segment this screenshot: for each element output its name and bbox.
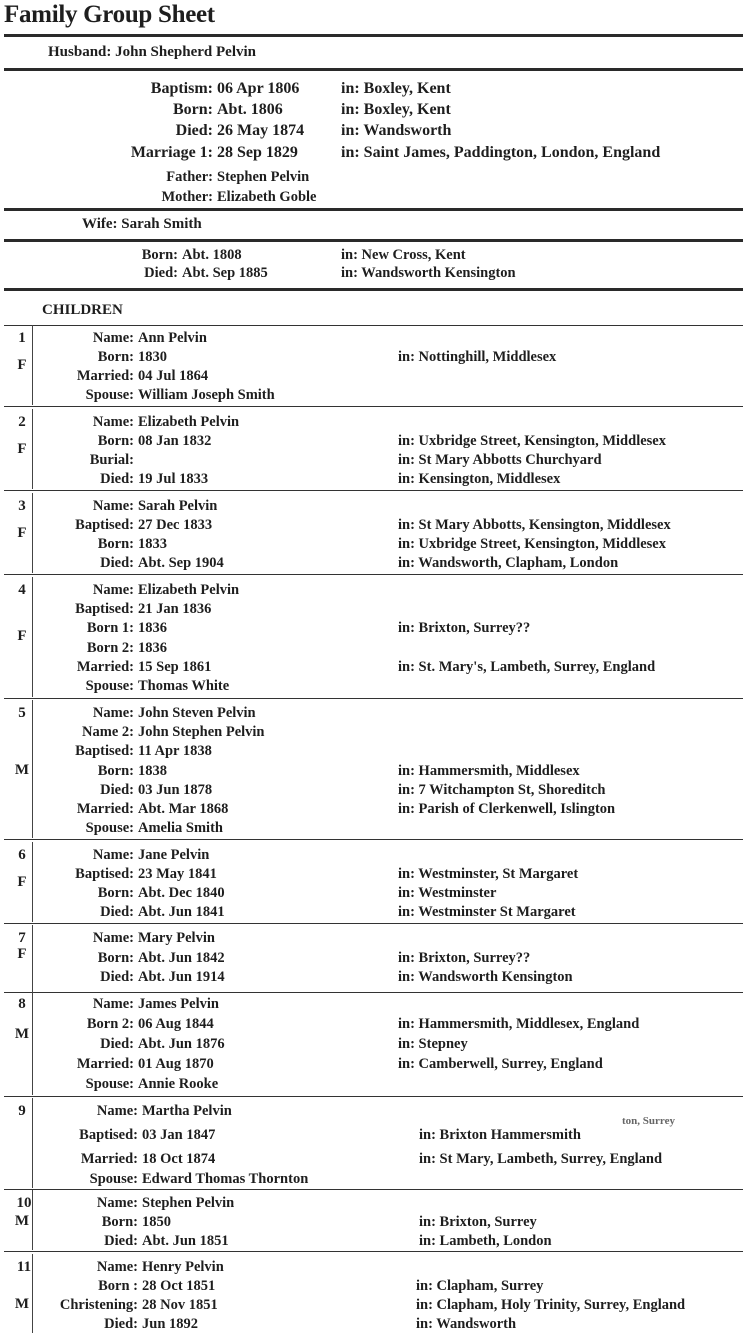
page-title: Family Group Sheet: [4, 1, 215, 28]
fact-label: Born 1:: [86, 620, 134, 637]
fact-place: in: Boxley, Kent: [341, 80, 451, 97]
fact-value: 15 Sep 1861: [138, 658, 212, 675]
divider: [4, 208, 743, 211]
husband-name: John Shepherd Pelvin: [115, 44, 256, 60]
child-number: 2: [18, 414, 26, 430]
fact-value: 28 Sep 1829: [217, 144, 298, 161]
fact-place: in: New Cross, Kent: [341, 247, 466, 263]
fact-value: Abt. Jun 1876: [138, 1036, 225, 1052]
child-number: 11: [16, 1259, 32, 1275]
fact-place: in: Wandsworth: [341, 122, 452, 139]
fact-value: Abt. Sep 1885: [182, 265, 268, 281]
fact-label: Died:: [104, 1316, 138, 1332]
fact-value: 1836: [138, 639, 167, 656]
child-sex: F: [17, 357, 27, 373]
child-sex: F: [17, 628, 27, 644]
fact-label: Spouse:: [85, 1076, 134, 1092]
fact-label: Died:: [100, 555, 134, 571]
divider: [4, 325, 743, 326]
fact-label: Born:: [141, 247, 178, 263]
fact-place: in: Brixton, Surrey: [419, 1214, 537, 1230]
fact-place: in: Clapham, Holy Trinity, Surrey, England: [416, 1297, 686, 1313]
fact-place: in: St. Mary's, Lambeth, Surrey, England: [398, 658, 656, 675]
fact-value: 27 Dec 1833: [138, 517, 213, 533]
fact-label: Died:: [144, 265, 178, 281]
fact-label: Father:: [166, 169, 213, 185]
fact-value: 06 Aug 1844: [138, 1016, 214, 1032]
child-number: 8: [18, 996, 26, 1012]
fact-place: in: St Mary Abbotts, Kensington, Middlesex: [398, 517, 671, 533]
divider: [4, 698, 743, 699]
fact-place: in: Brixton, Surrey??: [398, 949, 531, 966]
fact-place: in: Uxbridge Street, Kensington, Middlesex: [398, 433, 666, 449]
fact-label: Name:: [96, 1195, 138, 1211]
fact-value: 21 Jan 1836: [138, 601, 212, 618]
child-sex: F: [17, 525, 27, 541]
fact-label: Name:: [92, 996, 134, 1012]
child-sex: M: [14, 1296, 30, 1312]
fact-value: 03 Jan 1847: [142, 1127, 216, 1143]
column-divider: [32, 1098, 33, 1188]
fact-value: 06 Apr 1806: [217, 80, 300, 97]
child-number: 9: [18, 1103, 26, 1119]
divider: [4, 992, 743, 993]
fact-label: Christening:: [59, 1297, 138, 1313]
fact-label: Spouse:: [85, 820, 134, 837]
column-divider: [32, 1254, 33, 1333]
fact-label: Name:: [96, 1103, 138, 1119]
fact-place: in: Nottinghill, Middlesex: [398, 349, 557, 365]
fact-label: Born:: [101, 1214, 138, 1230]
fact-place: in: Lambeth, London: [419, 1233, 552, 1249]
fact-value: Abt. Sep 1904: [138, 555, 224, 571]
child-sex: M: [14, 762, 30, 778]
children-header: CHILDREN: [42, 302, 123, 318]
fact-label: Spouse:: [85, 678, 134, 694]
divider: [4, 239, 743, 242]
child-number: 1: [18, 330, 26, 346]
fact-value: Mary Pelvin: [138, 930, 215, 946]
fact-label: Died:: [100, 969, 134, 985]
column-divider: [32, 409, 33, 489]
divider: [4, 406, 743, 407]
fact-value: Ann Pelvin: [138, 330, 207, 346]
child-number: 5: [18, 705, 26, 721]
fact-value: William Joseph Smith: [138, 387, 275, 403]
fact-value: Jun 1892: [142, 1316, 199, 1332]
divider: [4, 1096, 743, 1097]
fact-label: Married:: [80, 1151, 138, 1167]
fact-value: Elizabeth Goble: [217, 189, 317, 205]
fact-place: in: Westminster: [398, 885, 497, 901]
child-sex: F: [17, 874, 27, 890]
fact-label: Baptised:: [75, 743, 134, 760]
fact-label: Married:: [76, 1056, 134, 1072]
column-divider: [32, 842, 33, 922]
fact-label: Born 2:: [86, 1016, 134, 1032]
fact-place: in: Uxbridge Street, Kensington, Middlesex: [398, 536, 666, 552]
fact-label: Died:: [100, 781, 134, 798]
fact-label: Baptised:: [75, 866, 134, 882]
fact-label: Died:: [100, 904, 134, 920]
fact-label: Died:: [100, 1036, 134, 1052]
fact-place: in: Kensington, Middlesex: [398, 471, 561, 487]
fact-label: Married:: [76, 368, 134, 384]
fact-value: Abt. Jun 1842: [138, 949, 225, 966]
fact-value: Martha Pelvin: [142, 1103, 232, 1119]
fact-label: Died:: [175, 122, 213, 139]
column-divider: [32, 1190, 33, 1250]
fact-place: in: Hammersmith, Middlesex: [398, 762, 580, 779]
fact-place: in: Saint James, Paddington, London, England: [341, 144, 661, 161]
fact-label: Died:: [100, 471, 134, 487]
column-divider: [32, 700, 33, 838]
fact-label: Died:: [104, 1233, 138, 1249]
divider: [4, 68, 743, 71]
fact-place: in: Stepney: [398, 1036, 468, 1052]
fact-value: Abt. Jun 1851: [142, 1233, 229, 1249]
fact-value: 1830: [138, 349, 167, 365]
fact-label: Baptised:: [79, 1127, 138, 1143]
column-divider: [32, 925, 33, 991]
fact-label: Born :: [98, 1278, 138, 1294]
fact-value: 11 Apr 1838: [138, 743, 212, 760]
fact-value: Abt. 1806: [217, 101, 283, 118]
fact-label: Baptised:: [75, 601, 134, 618]
child-sex: M: [14, 1213, 30, 1229]
divider: [4, 923, 743, 924]
fact-label: Burial:: [89, 452, 134, 468]
divider: [4, 490, 743, 491]
fact-value: 01 Aug 1870: [138, 1056, 214, 1072]
fact-label: Born:: [97, 536, 134, 552]
fact-label: Name:: [92, 414, 134, 430]
fact-value: Abt. Jun 1841: [138, 904, 225, 920]
child-number: 10: [16, 1195, 32, 1211]
fact-place: in: Brixton Hammersmith: [419, 1127, 581, 1143]
fact-place: in: Hammersmith, Middlesex, England: [398, 1016, 640, 1032]
divider: [4, 288, 743, 291]
fact-value: 28 Oct 1851: [142, 1278, 216, 1294]
fact-label: Born:: [97, 885, 134, 901]
wife-label: Wife:: [82, 216, 118, 232]
fact-value: 04 Jul 1864: [138, 368, 209, 384]
fact-value: Annie Rooke: [138, 1076, 219, 1092]
fact-label: Born:: [97, 762, 134, 779]
child-number: 4: [18, 582, 26, 598]
fact-place: in: Wandsworth: [416, 1316, 517, 1332]
fact-value: Henry Pelvin: [142, 1259, 224, 1275]
fact-place: in: Wandsworth, Clapham, London: [398, 555, 619, 571]
fact-label: Baptised:: [75, 517, 134, 533]
fact-label: Name 2:: [82, 724, 134, 741]
fact-label: Married:: [76, 801, 134, 817]
child-number: 6: [18, 847, 26, 863]
fact-place: in: Brixton, Surrey??: [398, 620, 531, 637]
divider: [4, 1251, 743, 1252]
fact-place: in: Clapham, Surrey: [416, 1278, 544, 1294]
fact-label: Name:: [92, 498, 134, 514]
fact-label: Name:: [92, 930, 134, 946]
fact-value: John Stephen Pelvin: [138, 724, 265, 741]
wife-header: [82, 216, 202, 233]
fact-value: 1836: [138, 620, 167, 637]
fact-value: James Pelvin: [138, 996, 219, 1012]
fact-place: in: Boxley, Kent: [341, 101, 451, 118]
fact-value: Jane Pelvin: [138, 847, 210, 863]
divider: [4, 839, 743, 840]
child-sex: M: [14, 1026, 30, 1042]
child-number: 7: [18, 930, 26, 946]
fact-label: Baptism:: [150, 80, 213, 97]
divider: [4, 574, 743, 575]
column-divider: [32, 991, 33, 1095]
fact-value: Stephen Pelvin: [142, 1195, 235, 1211]
fact-value: 1838: [138, 762, 167, 779]
fact-value: 19 Jul 1833: [138, 471, 209, 487]
fact-place: in: Wandsworth Kensington: [398, 969, 573, 985]
column-divider: [32, 325, 33, 405]
fact-value: 03 Jun 1878: [138, 781, 213, 798]
fact-label: Spouse:: [85, 387, 134, 403]
fact-label: Mother:: [161, 189, 213, 205]
fact-place: in: Westminster, St Margaret: [398, 866, 579, 882]
fact-value: John Steven Pelvin: [138, 705, 256, 721]
fact-label: Born:: [173, 101, 213, 118]
fact-value: 1850: [142, 1214, 171, 1230]
fact-label: Spouse:: [89, 1171, 138, 1187]
fact-place: in: St Mary Abbotts Churchyard: [398, 452, 602, 468]
divider: [4, 1189, 743, 1190]
fact-label: Name:: [92, 847, 134, 863]
fact-place: in: Camberwell, Surrey, England: [398, 1056, 603, 1072]
fact-label: Name:: [92, 330, 134, 346]
fact-value: Sarah Pelvin: [138, 498, 218, 514]
fact-label: Born:: [97, 949, 134, 966]
fact-label: Married:: [76, 658, 134, 675]
fact-value: 08 Jan 1832: [138, 433, 212, 449]
fact-value: 18 Oct 1874: [142, 1151, 216, 1167]
fact-label: Name:: [96, 1259, 138, 1275]
wife-name: Sarah Smith: [121, 216, 202, 232]
fact-value: Thomas White: [138, 678, 230, 694]
fact-place: in: St Mary, Lambeth, Surrey, England: [419, 1151, 663, 1167]
column-divider: [32, 493, 33, 573]
fact-label: Name:: [92, 582, 134, 598]
fact-label: Name:: [92, 705, 134, 721]
fact-value: Abt. Mar 1868: [138, 801, 229, 817]
fact-label: Marriage 1:: [130, 144, 213, 161]
fact-value: Elizabeth Pelvin: [138, 582, 240, 598]
stray-text: ton, Surrey: [622, 1115, 675, 1127]
child-sex: F: [17, 441, 27, 457]
fact-value: 23 May 1841: [138, 866, 217, 882]
fact-place: in: Wandsworth Kensington: [341, 265, 516, 281]
husband-header: [48, 44, 256, 61]
fact-value: Abt. Dec 1840: [138, 885, 225, 901]
child-sex: F: [17, 946, 27, 962]
fact-place: in: Westminster St Margaret: [398, 904, 576, 920]
fact-place: in: Parish of Clerkenwell, Islington: [398, 801, 616, 817]
fact-place: in: 7 Witchampton St, Shoreditch: [398, 781, 606, 798]
fact-value: 28 Nov 1851: [142, 1297, 218, 1313]
fact-value: Stephen Pelvin: [217, 169, 310, 185]
fact-value: Edward Thomas Thornton: [142, 1171, 309, 1187]
fact-label: Born 2:: [86, 639, 134, 656]
fact-value: 26 May 1874: [217, 122, 305, 139]
fact-label: Born:: [97, 433, 134, 449]
column-divider: [32, 577, 33, 697]
fact-value: Abt. Jun 1914: [138, 969, 225, 985]
child-number: 3: [18, 498, 26, 514]
fact-label: Born:: [97, 349, 134, 365]
fact-value: Abt. 1808: [182, 247, 242, 263]
fact-value: Amelia Smith: [138, 820, 223, 837]
husband-label: Husband:: [48, 44, 112, 60]
divider: [4, 34, 743, 37]
fact-value: 1833: [138, 536, 167, 552]
fact-value: Elizabeth Pelvin: [138, 414, 240, 430]
